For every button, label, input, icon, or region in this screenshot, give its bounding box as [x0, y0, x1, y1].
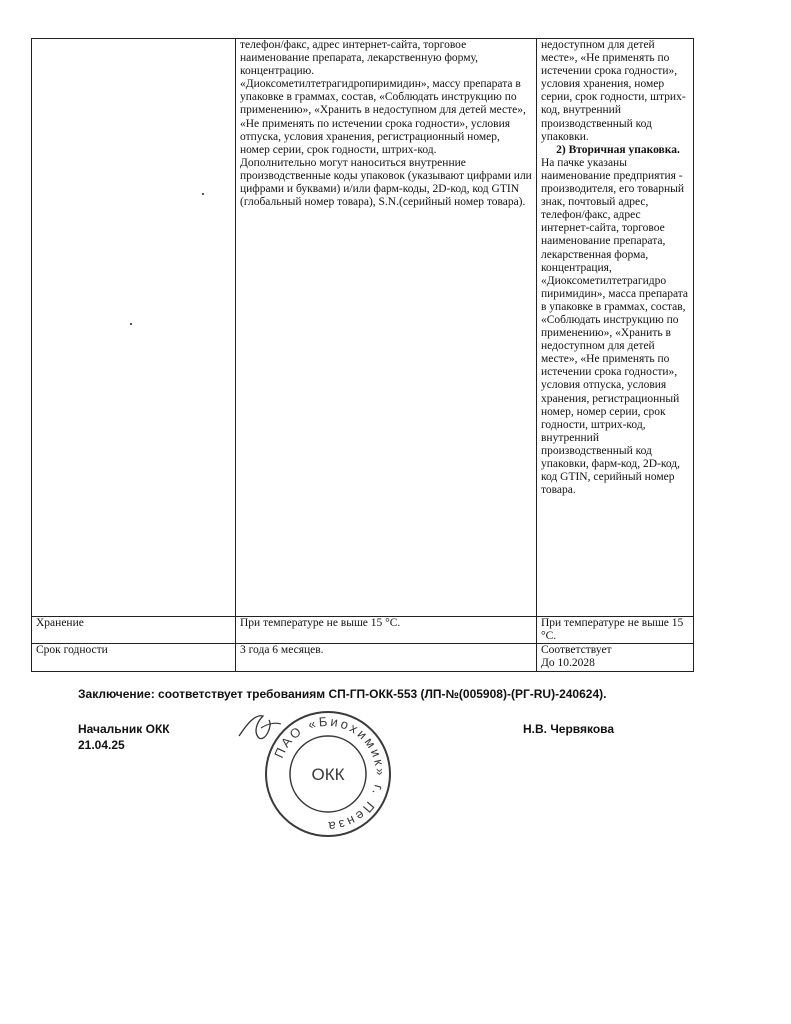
- stamp-ring-text: ПАО «Биохимик» г. Пенза: [271, 713, 389, 835]
- result-paragraph: недоступном для детей месте», «Не применять по истечении срока годности», условия хранения, номер серии, срок годности, штрих-код, внутренний производственный код упаковки.: [541, 39, 686, 143]
- table-cell-norm: При температуре не выше 15 °С.: [236, 617, 537, 644]
- table-cell-result: [537, 39, 694, 617]
- table-cell-result: [537, 644, 694, 672]
- company-stamp: [262, 708, 394, 840]
- result-line: Соответствует: [541, 644, 612, 657]
- scan-speck: [202, 193, 204, 195]
- result-line: До 10.2028: [541, 657, 595, 670]
- table-cell-result: При температуре не выше 15 °С.: [537, 617, 694, 644]
- stamp-center-text: ОКК: [311, 765, 345, 784]
- signatory-date: 21.04.25: [78, 738, 125, 752]
- conclusion-text: Заключение: соответствует требованиям СП-ГП-ОКК-553 (ЛП-№(005908)-(РГ-RU)-240624).: [78, 687, 607, 701]
- scan-speck: [130, 323, 132, 325]
- table-cell-parameter: Срок годности: [32, 644, 236, 672]
- norm-paragraph: телефон/факс, адрес интернет-сайта, торговое наименование препарата, лекарственную форму, концентрацию.: [240, 39, 478, 78]
- table-cell-norm: 3 года 6 месяцев.: [236, 644, 537, 672]
- signatory-title: Начальник ОКК: [78, 722, 170, 736]
- norm-paragraph: «Диоксометилтетрагидропиримидин», массу препарата в упаковке в граммах, состав, «Соблюдать инструкцию по применению», «Хранить в недоступном для детей месте», «Не применять по истечении срока годности», условия отпуска, условия хранения, регистрационный номер, номер серии, срок годности, штрих-код.: [240, 78, 526, 156]
- specification-table: [31, 38, 694, 672]
- table-cell-parameter: Хранение: [32, 617, 236, 644]
- signatory-name: Н.В. Червякова: [523, 722, 615, 736]
- norm-paragraph: Дополнительно могут наноситься внутренние производственные коды упаковок (указывают цифрами или цифрами и буквами) и/или фарм-коды, 2D-код, код GTIN (глобальный номер товара), S.N.(серийный номер товара).: [240, 156, 532, 209]
- table-cell-norm: [236, 39, 537, 617]
- table-row: [32, 617, 694, 644]
- result-paragraph: На пачке указаны наименование предприятия - производителя, его товарный знак, почтовый адрес, телефон/факс, адрес интернет-сайта, торговое наименование препарата, лекарственная форма, концентрация, «Диоксометилтетрагидро пиримидин», масса препарата в упаковке в граммах, состав, «Соблюдать инструкцию по применению», «Хранить в недоступном для детей месте», «Не применять по истечении срока годности», условия отпуска, условия хранения, регистрационный номер, номер серии, срок годности, штрих-код, внутренний производственный код упаковки, фарм-код, 2D-код, код GTIN, серийный номер товара.: [541, 156, 689, 497]
- secondary-packaging-title: 2) Вторичная упаковка.: [556, 143, 680, 156]
- table-row: [32, 39, 694, 617]
- table-cell-parameter: [32, 39, 236, 617]
- table-row: [32, 644, 694, 672]
